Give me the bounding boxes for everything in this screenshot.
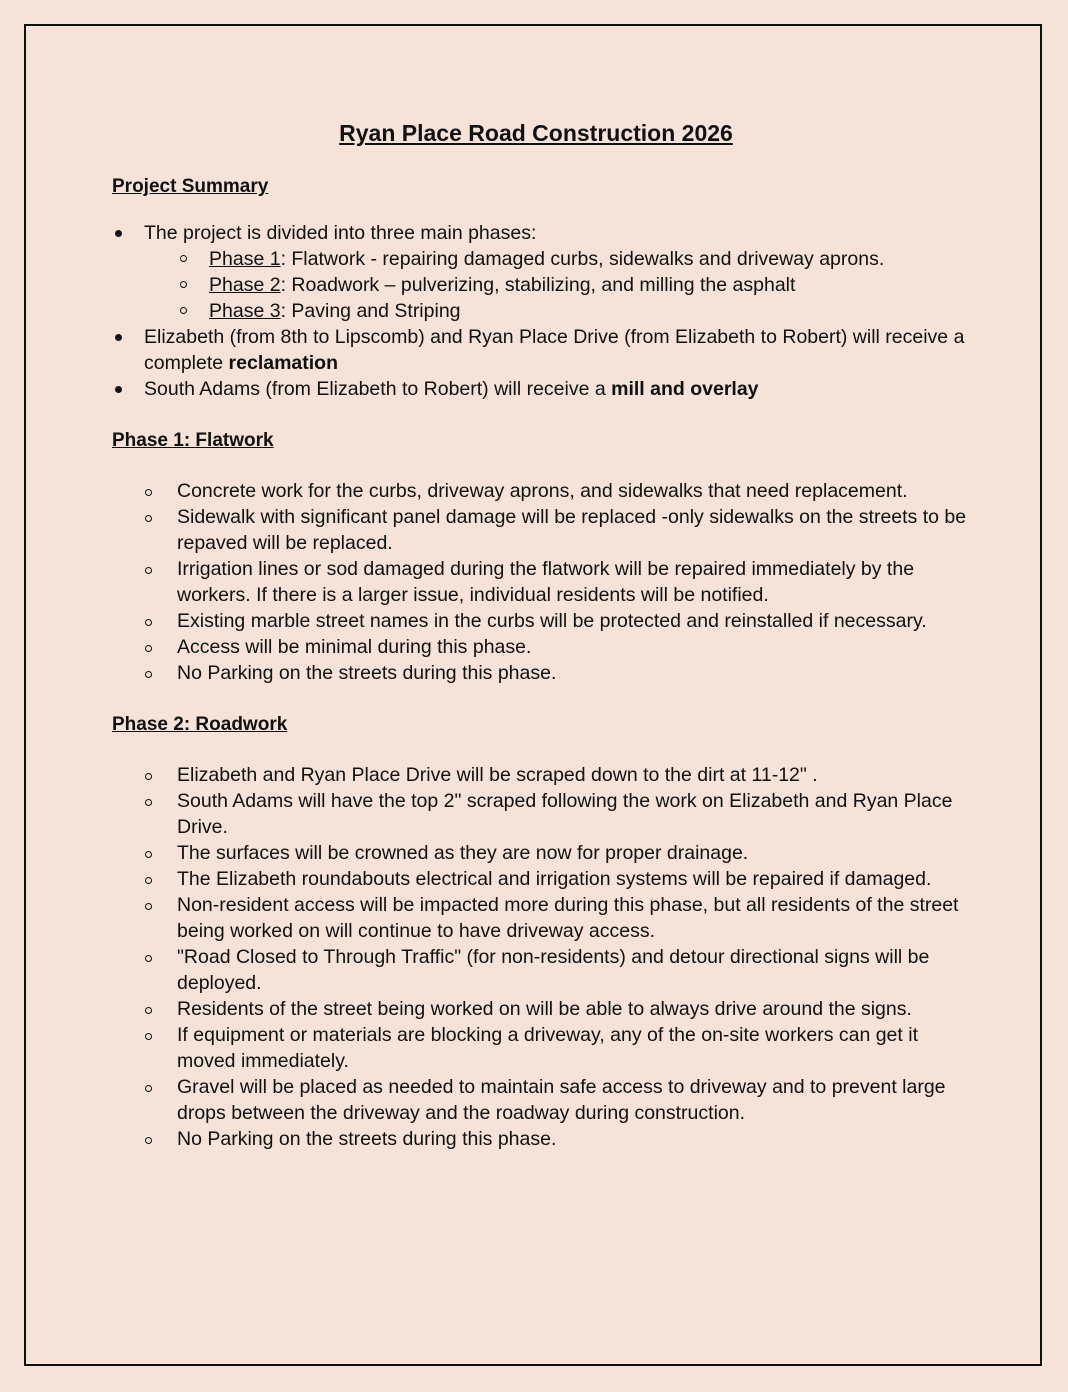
phase1-heading: Phase 1: Flatwork [112,430,274,451]
list-item: South Adams will have the top 2" scraped following the work on Elizabeth and Ryan Place Drive. [112,788,972,840]
list-item: If equipment or materials are blocking a driveway, any of the on-site workers can get it moved immediately. [112,1022,972,1074]
circle-bullet-icon [180,255,187,262]
circle-bullet-icon [145,489,152,496]
circle-bullet-icon [145,955,152,962]
circle-bullet-icon [145,903,152,910]
circle-bullet-icon [145,645,152,652]
list-item: South Adams (from Elizabeth to Robert) will receive a mill and overlay [112,376,972,402]
phases-list [144,246,972,324]
circle-bullet-icon [145,773,152,780]
circle-bullet-icon [145,877,152,884]
circle-bullet-icon [145,671,152,678]
circle-bullet-icon [145,1033,152,1040]
list-item: Irrigation lines or sod damaged during the flatwork will be repaired immediately by the workers. If there is a larger issue, individual residents will be notified. [112,556,972,608]
phase2-heading: Phase 2: Roadwork [112,714,288,735]
phase-label: Phase 2 [209,274,281,296]
list-item: Elizabeth and Ryan Place Drive will be scraped down to the dirt at 11-12" . [112,762,972,788]
summary-list [112,220,972,402]
list-item: Concrete work for the curbs, driveway aprons, and sidewalks that need replacement. [112,478,972,504]
list-item: "Road Closed to Through Traffic" (for non-residents) and detour directional signs will be deployed. [112,944,972,996]
bullet-icon [115,386,122,393]
list-item: The Elizabeth roundabouts electrical and irrigation systems will be repaired if damaged. [112,866,972,892]
list-item: Non-resident access will be impacted more during this phase, but all residents of the street being worked on will continue to have driveway access. [112,892,972,944]
list-item: Access will be minimal during this phase. [112,634,972,660]
phase2-list [112,762,972,1152]
circle-bullet-icon [180,307,187,314]
list-item: Gravel will be placed as needed to maintain safe access to driveway and to prevent large drops between the driveway and the roadway during construction. [112,1074,972,1126]
circle-bullet-icon [145,567,152,574]
list-item: Phase 3: Paving and Striping [144,298,972,324]
bullet-icon [115,230,122,237]
circle-bullet-icon [145,1007,152,1014]
circle-bullet-icon [180,281,187,288]
list-item: No Parking on the streets during this phase. [112,660,972,686]
document-body [112,116,972,1152]
circle-bullet-icon [145,851,152,858]
project-summary-heading: Project Summary [112,176,269,197]
circle-bullet-icon [145,515,152,522]
list-item: The project is divided into three main phases: Phase 1: Flatwork - repairing damaged curbs, sidewalks and driveway aprons. Phase 2: Roadwork – pulverizing, stabilizing, and milling the asphalt Phase 3: Paving and Striping [112,220,972,324]
list-item: Residents of the street being worked on will be able to always drive around the signs. [112,996,972,1022]
list-item: Elizabeth (from 8th to Lipscomb) and Ryan Place Drive (from Elizabeth to Robert) will receive a complete reclamation [112,324,972,376]
circle-bullet-icon [145,1085,152,1092]
circle-bullet-icon [145,1137,152,1144]
bullet-icon [115,334,122,341]
circle-bullet-icon [145,799,152,806]
list-item: Existing marble street names in the curbs will be protected and reinstalled if necessary. [112,608,972,634]
phase-label: Phase 1 [209,248,281,270]
list-item: Phase 2: Roadwork – pulverizing, stabilizing, and milling the asphalt [144,272,972,298]
phase1-list [112,478,972,686]
list-item: Phase 1: Flatwork - repairing damaged curbs, sidewalks and driveway aprons. [144,246,972,272]
circle-bullet-icon [145,619,152,626]
list-item: The surfaces will be crowned as they are now for proper drainage. [112,840,972,866]
phase-label: Phase 3 [209,300,281,322]
list-item: No Parking on the streets during this phase. [112,1126,972,1152]
document-title: Ryan Place Road Construction 2026 [339,120,733,146]
list-item: Sidewalk with significant panel damage will be replaced -only sidewalks on the streets to be repaved will be replaced. [112,504,972,556]
